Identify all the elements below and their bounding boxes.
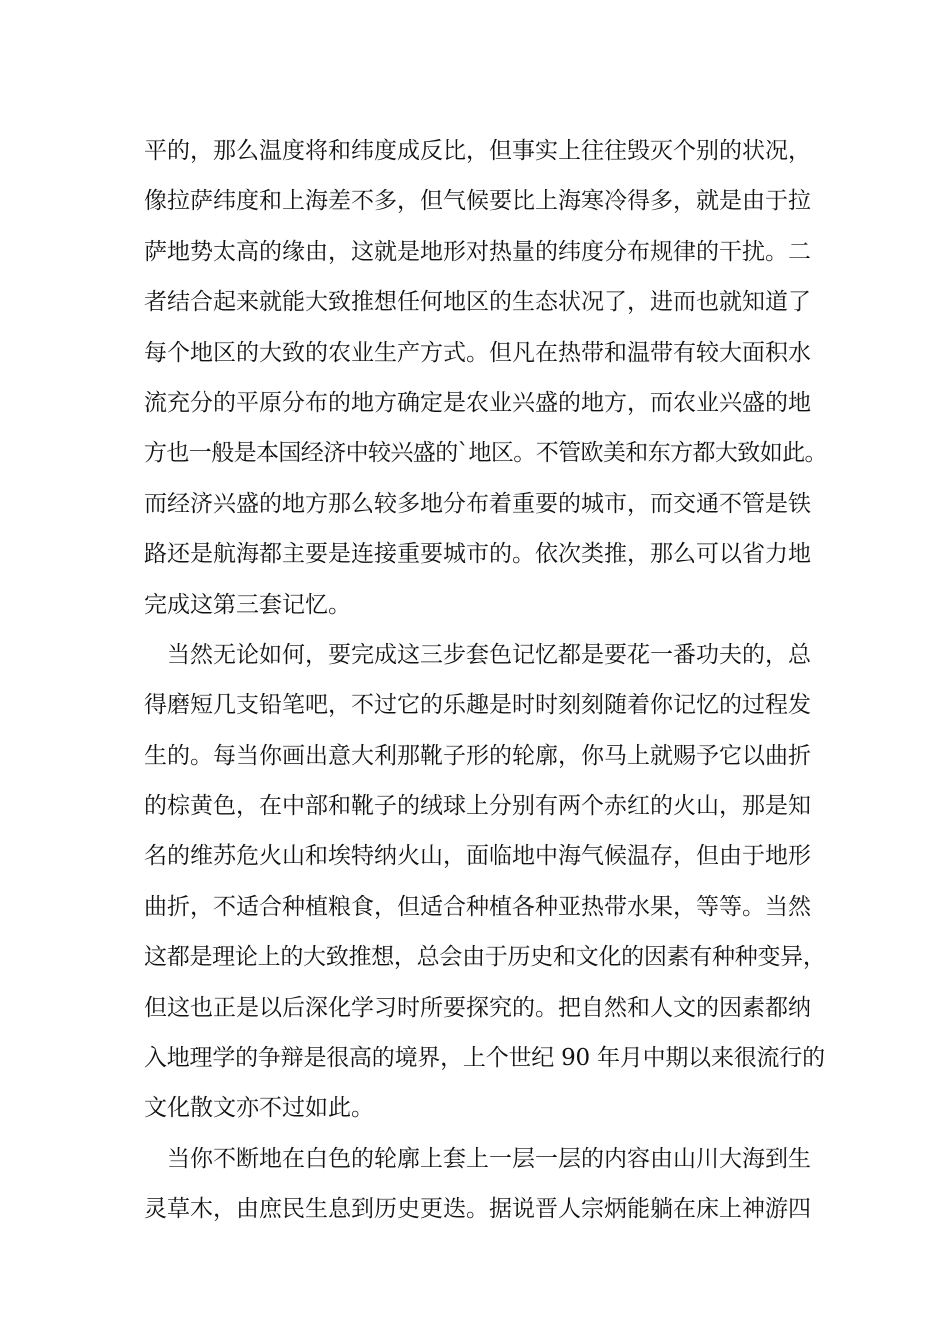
text-line: 方也一般是本国经济中较兴盛的`地区。不管欧美和东方都大致如此。 (144, 440, 827, 467)
text-line: 曲折，不适合种植粮食，但适合种植各种亚热带水果，等等。当然 (144, 893, 811, 920)
text-line: 萨地势太高的缘由，这就是地形对热量的纬度分布规律的干扰。二 (144, 238, 811, 265)
text-line: 灵草木，由庶民生息到历史更迭。据说晋人宗炳能躺在床上神游四 (144, 1196, 811, 1223)
body-text (144, 126, 827, 1235)
text-line: 这都是理论上的大致推想，总会由于历史和文化的因素有种种变异， (144, 944, 826, 971)
text-line: 流充分的平原分布的地方确定是农业兴盛的地方，而农业兴盛的地 (144, 389, 811, 416)
paragraph-first-line: 当然无论如何，要完成这三步套色记忆都是要花一番功夫的，总 (167, 641, 811, 668)
text-line: 者结合起来就能大致推想任何地区的生态状况了，进而也就知道了 (144, 289, 811, 316)
text-line: 得磨短几支铅笔吧，不过它的乐趣是时时刻刻随着你记忆的过程发 (144, 692, 811, 719)
text-line: 每个地区的大致的农业生产方式。但凡在热带和温带有较大面积水 (144, 339, 811, 366)
text-line: 但这也正是以后深化学习时所要探究的。把自然和人文的因素都纳 (144, 994, 811, 1021)
text-line: 平的，那么温度将和纬度成反比，但事实上往往毁灭个别的状况， (144, 138, 811, 164)
paragraph-first-line: 当你不断地在白色的轮廓上套上一层一层的内容由山川大海到生 (167, 1145, 811, 1172)
text-line: 路还是航海都主要是连接重要城市的。依次类推，那么可以省力地 (144, 541, 811, 568)
text-line: 入地理学的争辩是很高的境界，上个世纪 90 年月中期以来很流行的 (144, 1045, 825, 1072)
text-line: 的棕黄色，在中部和靴子的绒球上分别有两个赤红的火山，那是知 (144, 793, 811, 820)
text-line: 生的。每当你画出意大利那靴子形的轮廓，你马上就赐予它以曲折 (144, 742, 811, 769)
text-line: 文化散文亦不过如此。 (144, 1095, 374, 1122)
text-line: 像拉萨纬度和上海差不多，但气候要比上海寒冷得多，就是由于拉 (144, 188, 811, 215)
text-line: 完成这第三套记忆。 (144, 591, 351, 618)
text-line: 而经济兴盛的地方那么较多地分布着重要的城市，而交通不管是铁 (144, 490, 811, 517)
text-line: 名的维苏危火山和埃特纳火山，面临地中海气候温存，但由于地形 (144, 843, 811, 870)
